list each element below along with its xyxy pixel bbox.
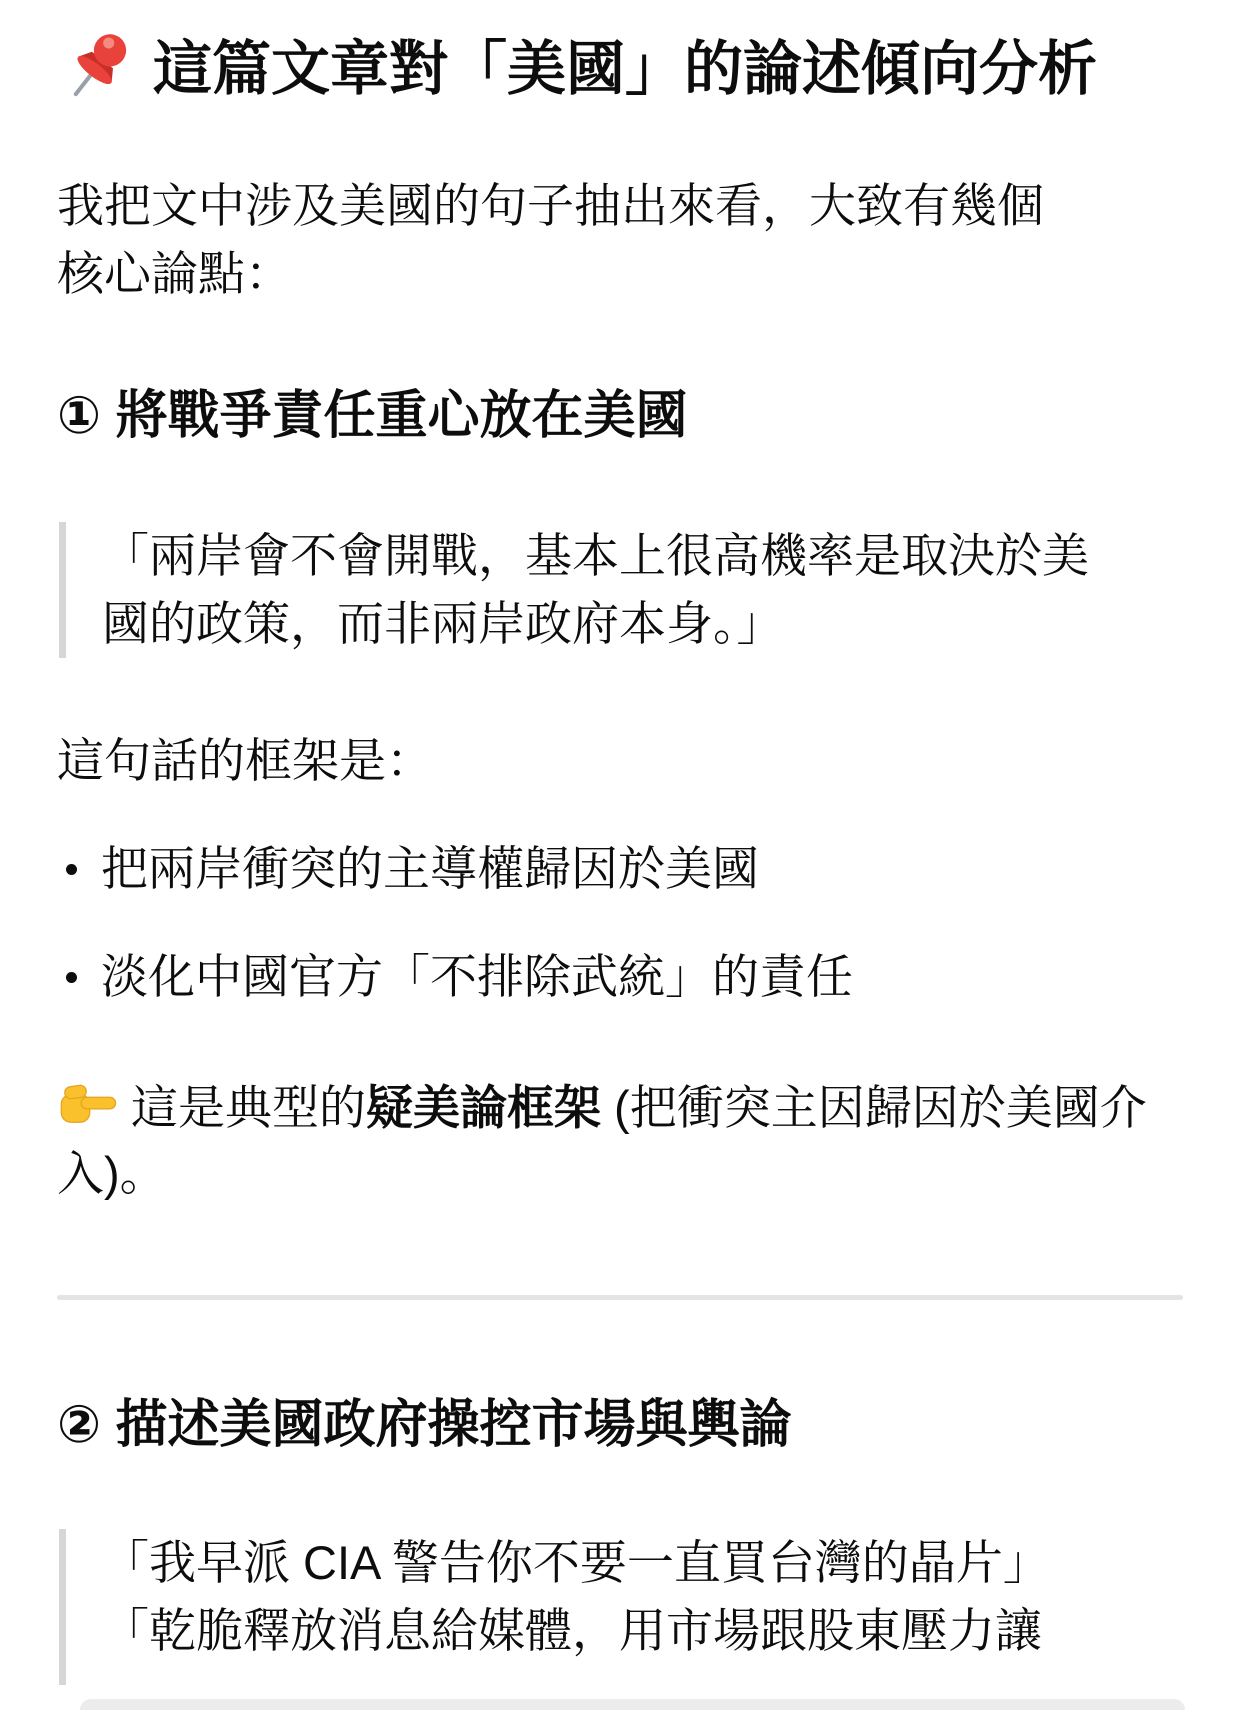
- frame-label: 這句話的框架是：: [57, 734, 433, 787]
- quote-line: 「我早派 CIA 警告你不要一直買台灣的晶片」: [102, 1536, 1050, 1589]
- conclusion-paragraph: [57, 1074, 1183, 1207]
- chat-response-document: [0, 29, 1242, 1685]
- page-title: [57, 29, 1183, 109]
- section-2-heading: ② 描述美國政府操控市場與輿論: [57, 1396, 792, 1454]
- intro-line: 核心論點：: [57, 247, 292, 300]
- section-2-blockquote: [59, 1529, 1183, 1685]
- section-divider: [57, 1295, 1183, 1300]
- cutoff-element-top-edge: [80, 1699, 1185, 1710]
- bullet-dot-icon: [66, 864, 77, 875]
- bullet-item: [57, 835, 1183, 903]
- intro-line: 我把文中涉及美國的句子抽出來看，大致有幾個: [57, 179, 1044, 232]
- quote-line: 國的政策，而非兩岸政府本身。」: [102, 597, 784, 650]
- bullet-text: 淡化中國官方「不排除武統」的責任: [101, 950, 853, 1003]
- bullet-text: 把兩岸衝突的主導權歸因於美國: [101, 842, 759, 895]
- quote-line: 「乾脆釋放消息給媒體，用市場跟股東壓力讓: [102, 1604, 1042, 1657]
- quote-line: 「兩岸會不會開戰，基本上很高機率是取決於美: [102, 529, 1089, 582]
- section-1-blockquote: [59, 522, 1183, 658]
- page-title-text: 這篇文章對「美國」的論述傾向分析: [153, 36, 1098, 102]
- pushpin-icon: [57, 27, 137, 107]
- section-1-heading: ① 將戰爭責任重心放在美國: [57, 387, 688, 445]
- conclusion-bold-term: 疑美論框架: [366, 1081, 601, 1134]
- bullet-dot-icon: [66, 972, 77, 983]
- pointing-right-icon: [57, 1074, 119, 1136]
- bullet-item: [57, 943, 1183, 1011]
- conclusion-prefix: 這是典型的: [131, 1081, 366, 1134]
- intro-paragraph: [57, 172, 1183, 308]
- conclusion-suffix: (把衝突主因歸因於美國介入)。: [57, 1081, 1147, 1200]
- frame-bullet-list: [57, 835, 1183, 1011]
